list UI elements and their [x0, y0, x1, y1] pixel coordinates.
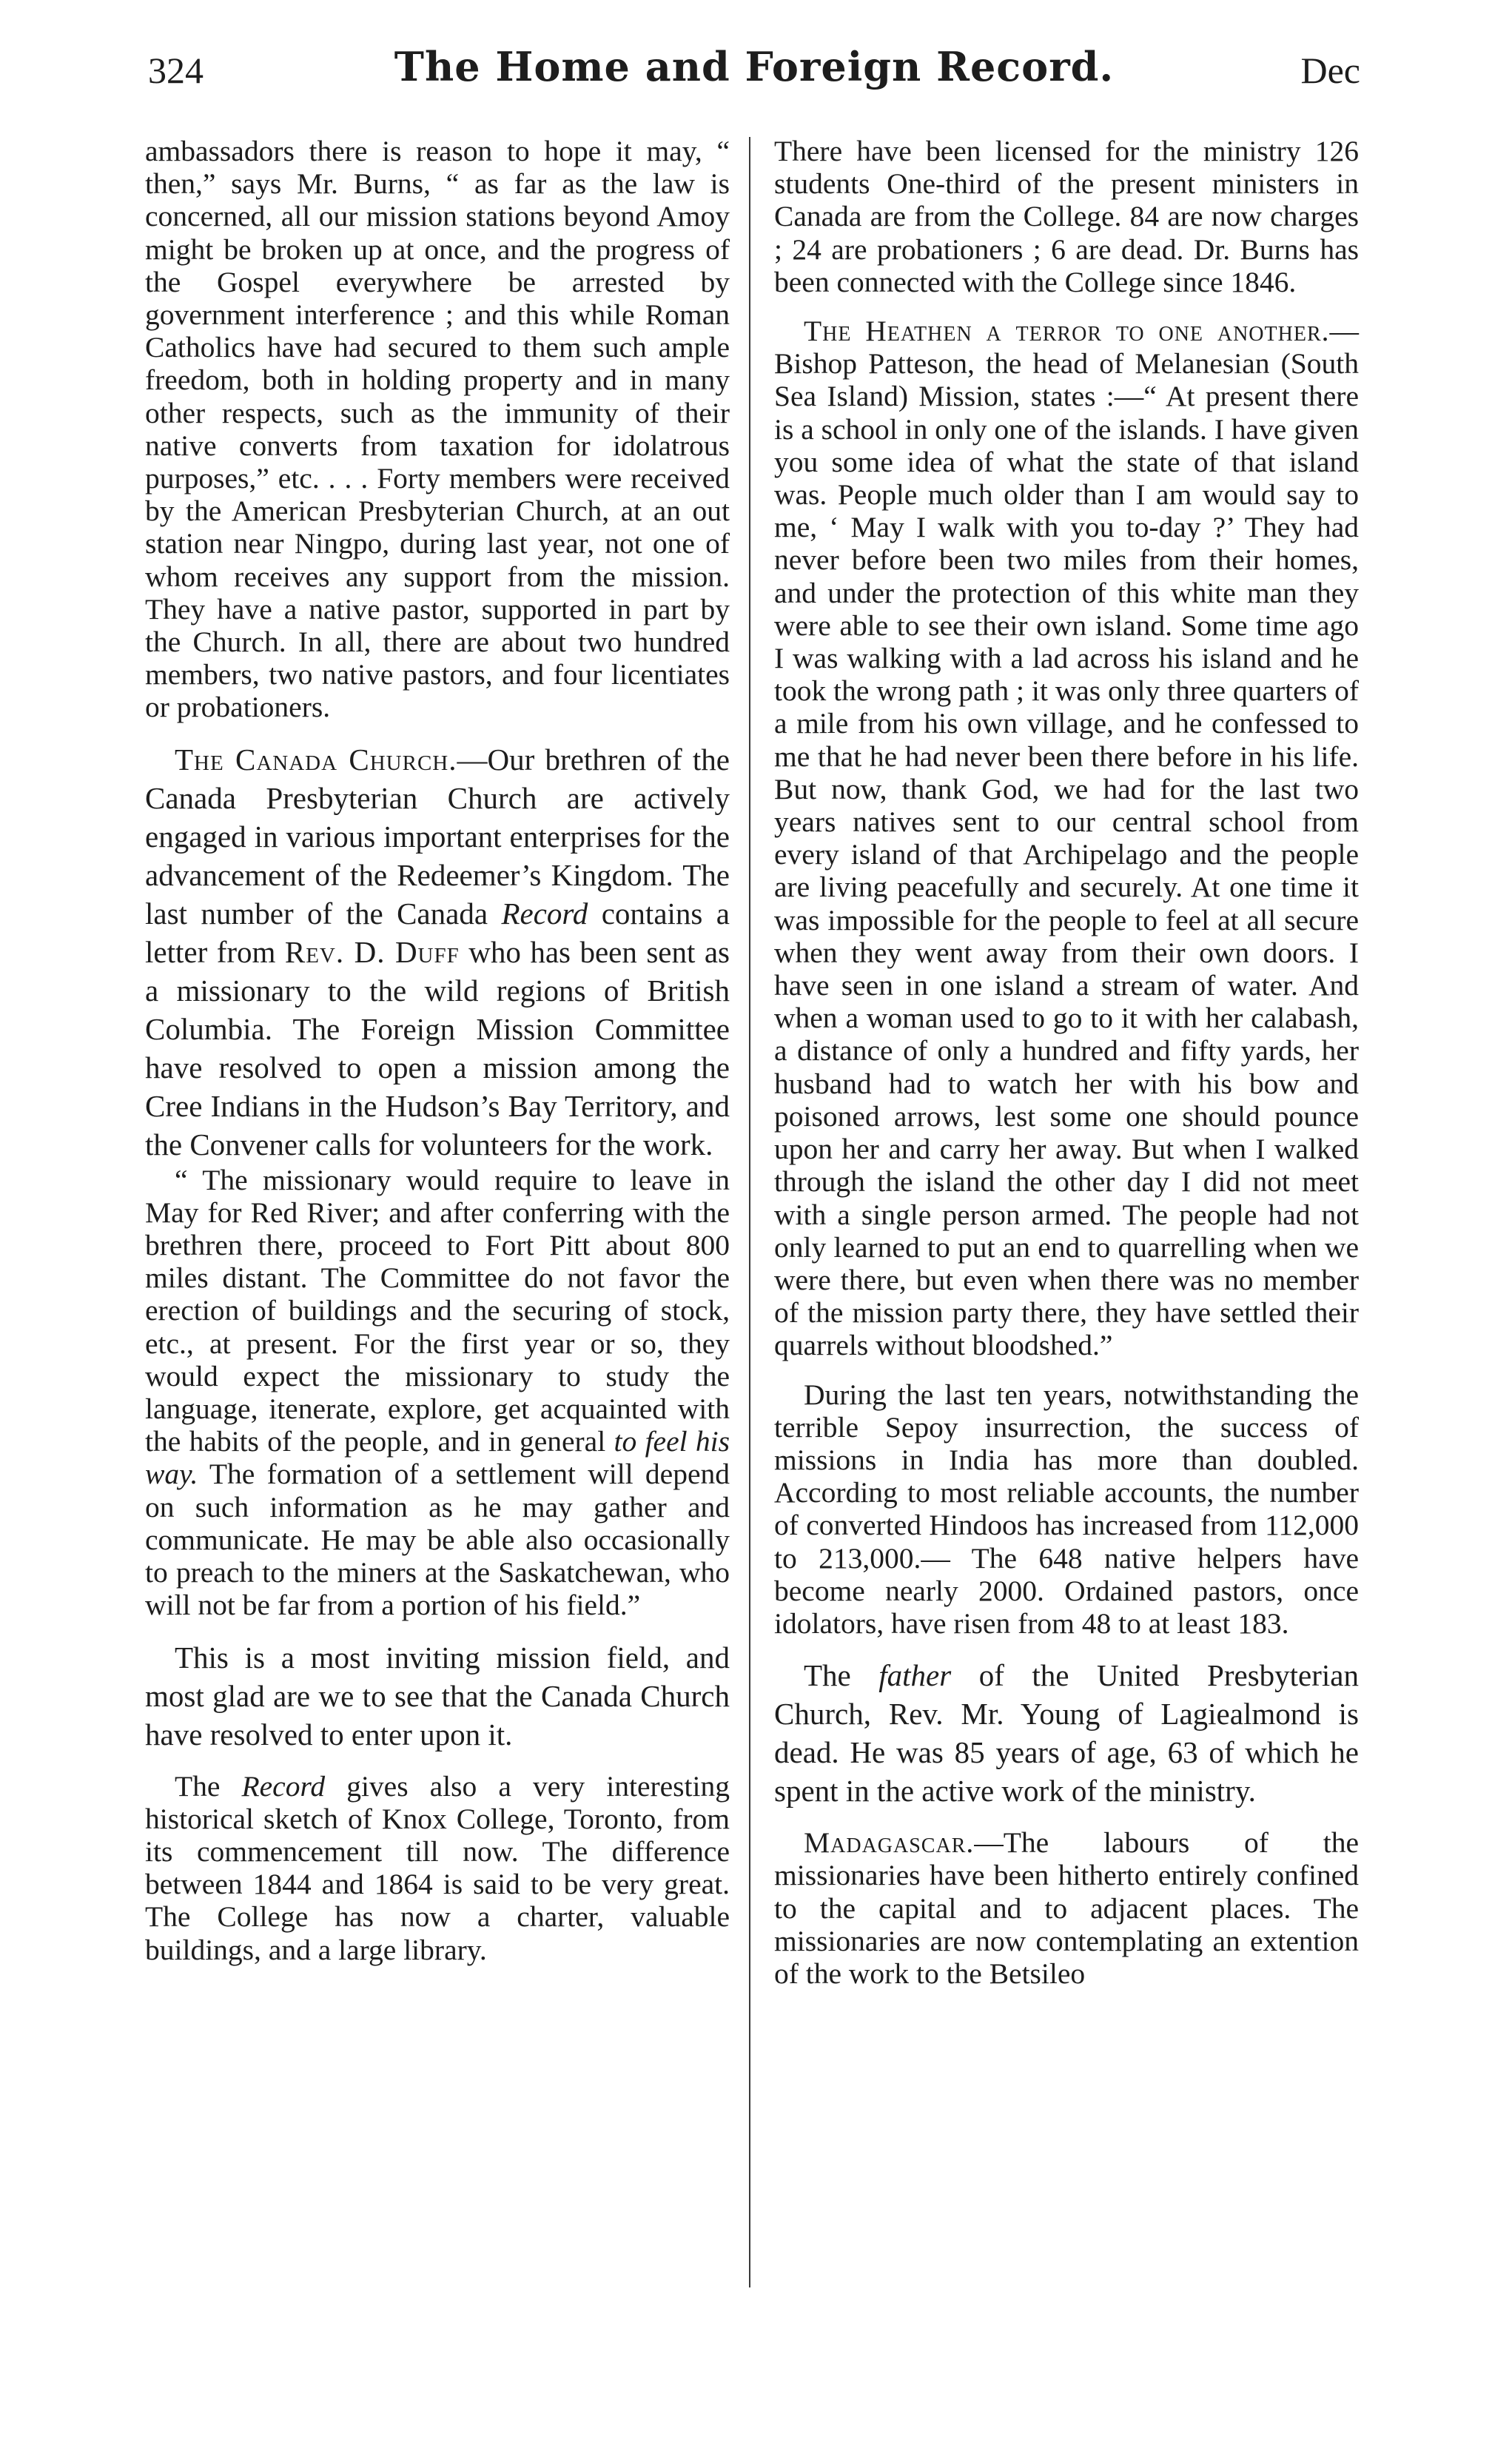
paragraph-missionary-quote: “ The missionary would require to leave in May for Red River; and after conferring with the brethren there, proceed to Fort Pitt about 800 miles distant. The Committee do not favor the erection of buildings and the securing of stock, etc., at present. For the first year or so, they would expect the missionary to study the language, itenerate, explore, get acquainted with the habits of the people, and in general to feel his way. The formation of a settlement will depend on such information as he may gather and communicate. He may be able also occasionally to preach to the miners at the Saskatchewan, who will not be far from a portion of his field.” [145, 1163, 730, 1622]
column-rule [749, 137, 750, 2287]
section-heading: The Heathen a terror to one another. [804, 315, 1330, 348]
paragraph-heathen: The Heathen a terror to one another.—Bishop Patteson, the head of Melanesian (South Sea Island) Mission, states :—“ At present there is a school in only one of the islands. I have given you some idea of what the state of that island was. People much older than I am would say to me, ‘ May I walk with you to-day ?’ They had never before been two miles from their homes, and under the protection of this white man they were able to see their own island. Some time ago I was walking with a lad across his island and he took the wrong path ; it was only three quarters of a mile from his own village, and he confessed to me that he had never been there before in his life. But now, thank God, we had for the last two years natives sent to our central school from every island of that Archipelago and the people are living peacefully and securely. At one time it was impossible for the people to feel at all secure when they went away from their own doors. I have seen in one island a stream of water. And when a woman used to go to it with her calabash, a distance of only a hundred and fifty yards, her husband had to watch her with his bow and poisoned arrows, lest some one should pounce upon her and carry her away. But when I walked through the island the other day I did not meet with a single person armed. The people had not only learned to put an end to quarrelling when we were there, but even when there was no member of the mission party there, they have settled their quarrels without bloodshed.” [774, 315, 1359, 1362]
journal-title: The Home and Foreign Record. [394, 43, 1115, 90]
name-rev-duff: Rev. D. Duff [284, 934, 460, 969]
paragraph-father-up-church: The father of the United Presbyterian Church, Rev. Mr. Young of Lagiealmond is dead. He was 85 years of age, 63 of which he spent in the active work of the ministry. [774, 1658, 1359, 1809]
section-heading: The Canada Church. [175, 742, 457, 777]
paragraph-madagascar: Madagascar.—The labours of the missionaries have been hitherto entirely confined to the capital and to adjacent places. The missionaries are now contemplating an extention of the work to the Betsileo [774, 1826, 1359, 1990]
paragraph-inviting-field: This is a most inviting mission field, and most glad are we to see that the Canada Church have resolved to enter upon it. [145, 1640, 730, 1752]
running-header [148, 43, 1360, 102]
section-heading: Madagascar. [804, 1826, 975, 1860]
issue-month: Dec [1300, 50, 1360, 91]
paragraph-canada-church: The Canada Church.—Our brethren of the Canada Presbyterian Church are actively engaged in various important enterprises for the advancement of the Redeemer’s Kingdom. The last number of the Canada Record contains a letter from Rev. D. Duff who has been sent as a missionary to the wild regions of British Columbia. The Foreign Mission Committee have resolved to open a mission among the Cree Indians in the Hudson’s Bay Territory, and the Convener calls for volunteers for the work. [145, 742, 730, 1161]
paragraph-amoy: ambassadors there is reason to hope it may, “ then,” says Mr. Burns, “ as far as the law is concerned, all our mission stations beyond Amoy might be broken up at once, and the progress of the Gospel everywhere be arrested by government interference ; and this while Roman Catholics have had secured to them such ample freedom, both in holding property and in many other respects, such as the immunity of their native converts from taxation for idolatrous purposes,” etc. . . . Forty members were received by the American Presbyterian Church, at an out station near Ningpo, during last year, not one of whom receives any support from the mission. They have a native pastor, supported in part by the Church. In all, there are about two hundred members, two native pastors, and four licentiates or probationers. [145, 135, 730, 724]
paragraph-knox-college: The Record gives also a very interesting historical sketch of Knox College, Toronto, from its commencement till now. The difference between 1844 and 1864 is said to be very great. The College has now a charter, valuable buildings, and a large library. [145, 1769, 730, 1966]
paragraph-college-students: There have been licensed for the ministry 126 students One-third of the present ministers in Canada are from the College. 84 are now charges ; 24 are probationers ; 6 are dead. Dr. Burns has been connected with the College since 1846. [774, 135, 1359, 298]
paragraph-india-missions: During the last ten years, notwithstanding the terrible Sepoy insurrection, the success of missions in India has more than doubled. According to most reliable accounts, the number of converted Hindoos has increased from 112,000 to 213,000.— The 648 native helpers have become nearly 2000. Ordained pastors, once idolators, have risen from 48 to at least 183. [774, 1378, 1359, 1640]
left-column [145, 135, 730, 1966]
right-column [774, 135, 1359, 1990]
page-number: 324 [148, 50, 204, 91]
